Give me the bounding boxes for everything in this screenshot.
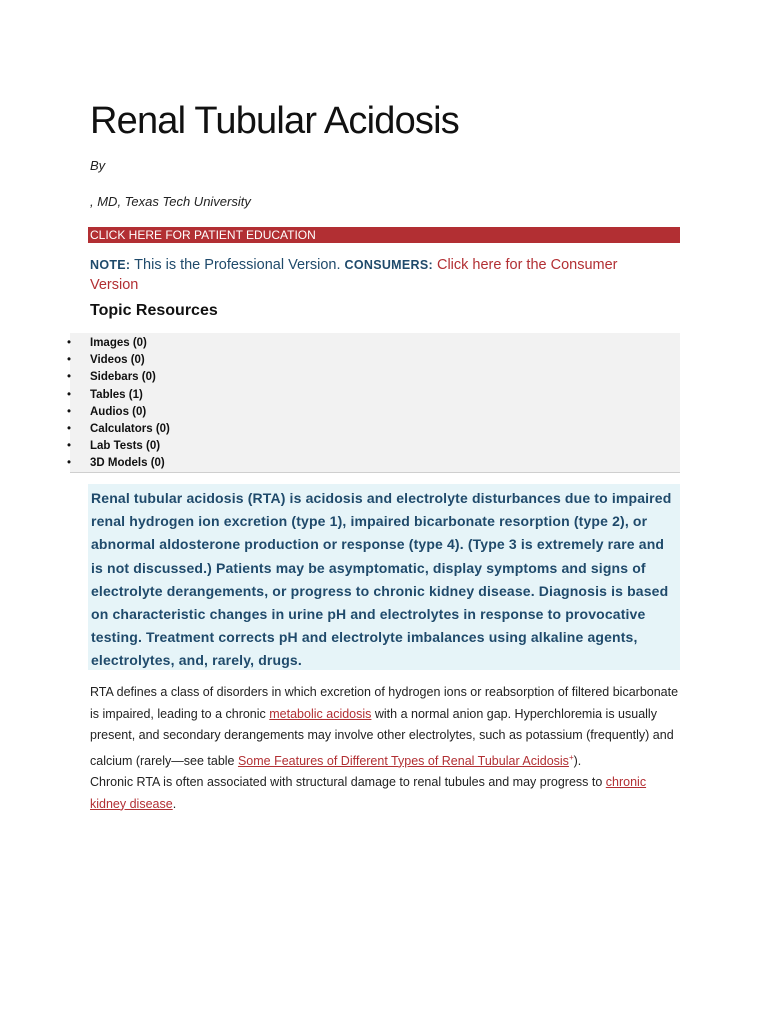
bullet-icon: • [67,388,72,401]
table-link-icon: + [568,752,574,762]
metabolic-acidosis-link[interactable]: metabolic acidosis [269,706,372,721]
topic-resources-panel [67,333,680,473]
body-text-span: ). [573,753,582,768]
resource-label: Videos (0) [90,354,145,367]
resource-label: Audios (0) [90,405,147,418]
topic-resources-heading: Topic Resources [90,302,218,319]
resource-item-videos[interactable] [67,352,170,369]
resource-label: 3D Models (0) [90,457,165,470]
version-note [90,255,660,295]
resource-label: Lab Tests (0) [90,440,161,453]
page-title: Renal Tubular Acidosis [90,100,459,142]
bullet-icon: • [67,422,72,435]
chronic-kidney-disease-link[interactable]: chronic kidney disease [90,775,647,811]
note-message: This is the Professional Version. [134,257,341,273]
article-body [90,682,680,815]
bullet-icon: • [67,354,72,367]
patient-education-link[interactable]: CLICK HERE FOR PATIENT EDUCATION [88,227,680,243]
bullet-icon: • [67,371,72,384]
body-paragraph [90,772,680,815]
body-text-span: with a normal anion gap. Hyperchloremia is usually present, and secondary derangements may involve other electrolytes, such as potassium (frequently) and calcium (rarely—see table [90,706,674,768]
resource-item-tables[interactable] [67,387,170,404]
bullet-icon: • [67,440,72,453]
bullet-icon: • [67,337,72,349]
byline-affiliation: , MD, Texas Tech University [90,194,251,209]
topic-resources-list [67,335,170,473]
resource-item-calculators[interactable] [67,421,170,438]
resource-item-3d-models[interactable] [67,455,170,472]
rta-features-table-link[interactable]: Some Features of Different Types of Renal Tubular Acidosis [237,753,569,768]
resource-item-images[interactable] [67,335,170,352]
resource-item-lab-tests[interactable] [67,438,170,455]
body-text-span: Chronic RTA is often associated with structural damage to renal tubules and may progress to [90,775,606,790]
bullet-icon: • [67,457,72,470]
consumer-version-link[interactable]: Click here for the Consumer Version [90,257,618,293]
resource-label: Images (0) [90,337,147,349]
body-text-span: . [172,796,177,811]
bullet-icon: • [67,405,72,418]
resource-item-audios[interactable] [67,404,170,421]
resource-label: Tables (1) [90,388,143,401]
resource-label: Calculators (0) [90,422,170,435]
note-label: NOTE: [90,258,131,272]
body-paragraph [90,682,680,772]
resource-label: Sidebars (0) [90,371,156,384]
byline-by: By [90,158,106,173]
summary-box: Renal tubular acidosis (RTA) is acidosis and electrolyte disturbances due to impaired renal hydrogen ion excretion (type 1), impaired bicarbonate resorption (type 2), or abnormal aldosterone production or response (type 4). (Type 3 is extremely rare and is not discussed.) Patients may be asymptomatic, display symptoms and signs of electrolyte derangements, or progress to chronic kidney disease. Diagnosis is based on characteristic changes in urine pH and electrolytes in response to provocative testing. Treatment corrects pH and electrolyte imbalances using alkaline agents, electrolytes, and, rarely, drugs. [88,484,680,670]
consumers-label: CONSUMERS: [344,258,433,272]
resource-item-sidebars[interactable] [67,369,170,386]
body-text-span: RTA defines a class of disorders in which excretion of hydrogen ions or reabsorption of filtered bicarbonate is impaired, leading to a chronic [90,685,679,721]
